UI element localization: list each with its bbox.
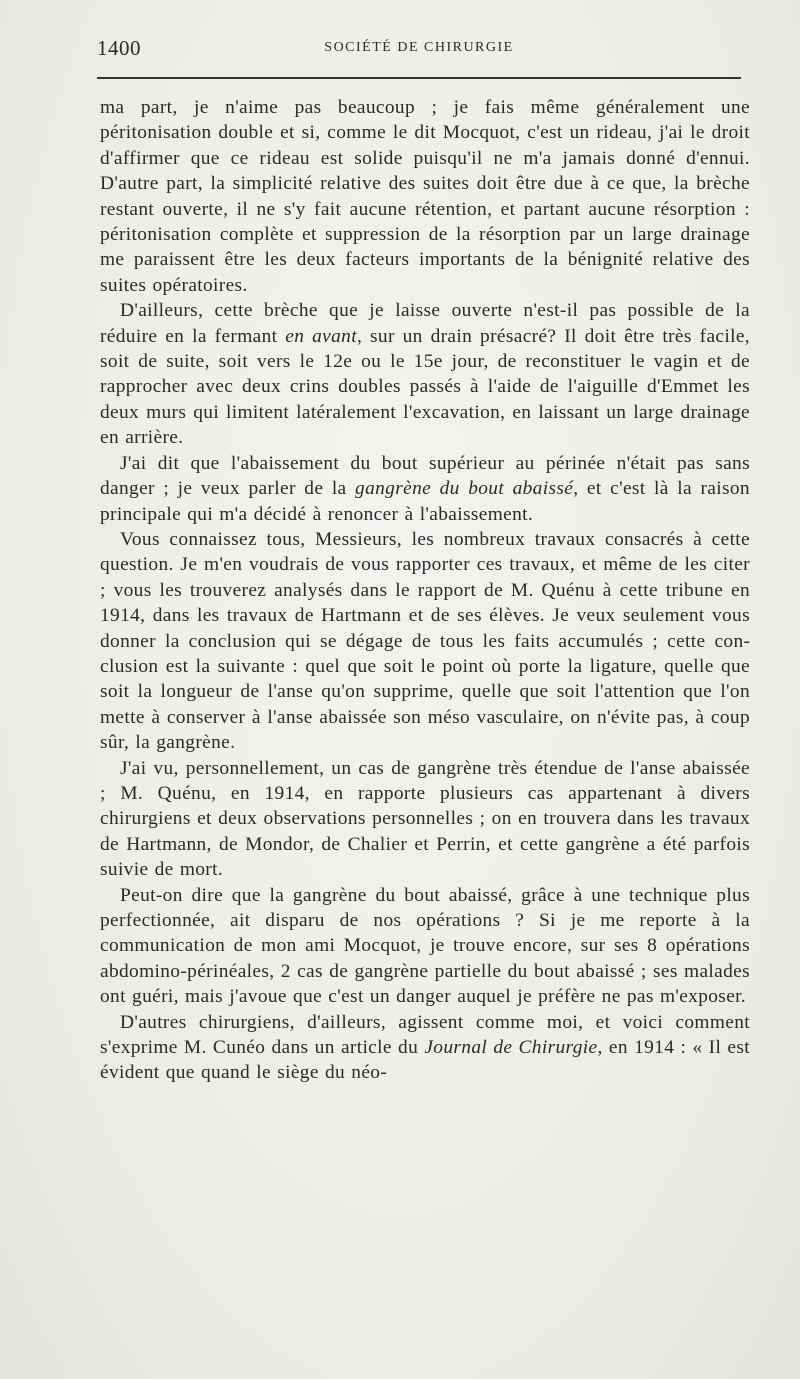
page-number: 1400	[97, 36, 141, 60]
italic-text: gangrène du bout abaissé	[355, 478, 574, 500]
italic-text: Journal de Chirurgie	[424, 1037, 598, 1059]
paragraph	[100, 527, 750, 756]
italic-text: en avant	[285, 325, 357, 347]
header-rule	[97, 77, 741, 79]
text-run: J'ai vu, personnellement, un cas de gangrène très étendue de l'anse abaissée ; M. Quénu, en 1914, en rapporte plusieurs cas appartenant à divers chirurgiens et deux observations personnelles ; on en trouvera dans les travaux de Hartmann, de Mondor, de Chalier et Perrin, et cette gangrène a été parfois suivie de mort.	[100, 757, 750, 881]
paragraph	[100, 95, 750, 298]
text-run: D'ailleurs, cette brèche que je laisse ouverte n'est-il pas possible de la réduire en la fermant	[100, 300, 750, 347]
text-run: , en 1914 : « Il est évident que quand le siège du néo-	[100, 1037, 750, 1084]
text-run: Vous connaissez tous, Messieurs, les nombreux travaux consacrés à cette question. Je m'en voudrais de vous rapporter ces travaux, et même de les citer ; vous les trouverez analysés dans le rapport de M. Quénu à cette tribune en 1914, dans les travaux de Hartmann et de ses élèves. Je veux seulement vous donner la conclusion qui se dégage de tous les faits accumulés ; cette conclusion est la suivante : quel que soit le point où porte la ligature, quelle que soit la longueur de l'anse qu'on supprime, quelle que soit l'attention que l'on mette à conserver à l'anse abaissée son méso vasculaire, on n'évite pas, à coup sûr, la gangrène.	[100, 528, 750, 754]
text-run: J'ai dit que l'abaissement du bout supérieur au périnée n'était pas sans danger ; je veux parler de la	[100, 452, 750, 500]
paragraph	[100, 451, 750, 527]
paragraph	[100, 756, 750, 883]
text-run: , sur un drain présacré? Il doit être très facile, soit de suite, soit vers le 12e ou le 15e jour, de reconstituer le vagin et de rapprocher avec deux crins doubles passés à l'aide de l'aiguille d'Emmet les deux murs qui limitent latéralement l'excavation, en laissant un large drainage en arrière.	[100, 325, 750, 449]
paragraph	[100, 883, 750, 1010]
body-text	[100, 95, 750, 1086]
text-run: ma part, je n'aime pas beaucoup ; je fais même généralement une péritonisation double et si, comme le dit Mocquot, c'est un rideau, j'ai le droit d'affirmer que ce rideau est solide puisqu'il ne m'a jamais donné d'ennui. D'autre part, la simplicité relative des suites doit être due à ce que, la brèche restant ouverte, il ne s'y fait aucune rétention, et partant aucune résorption : péritonisation complète et suppression de la résorption par un large drainage me paraissent être les deux facteurs importants de la bénignité relative des suites opératoires.	[100, 97, 750, 296]
text-run: , et c'est là la raison principale qui m'a décidé à renoncer à l'abaissement.	[100, 478, 750, 525]
text-run: Peut-on dire que la gangrène du bout abaissé, grâce à une technique plus perfectionnée, ait disparu de nos opérations ? Si je me reporte à la communication de mon ami Mocquot, je trouve encore, sur ses 8 opérations abdomino-périnéales, 2 cas de gangrène partielle du bout abaissé ; ses malades ont guéri, mais j'avoue que c'est un danger auquel je préfère ne pas m'exposer.	[100, 884, 750, 1008]
running-head: SOCIÉTÉ DE CHIRURGIE	[324, 40, 514, 55]
page-header	[97, 36, 741, 66]
paragraph	[100, 1010, 750, 1086]
paragraph	[100, 298, 750, 450]
text-run: D'autres chirurgiens, d'ailleurs, agissent comme moi, et voici comment s'exprime M. Cunéo dans un article du	[100, 1011, 750, 1059]
